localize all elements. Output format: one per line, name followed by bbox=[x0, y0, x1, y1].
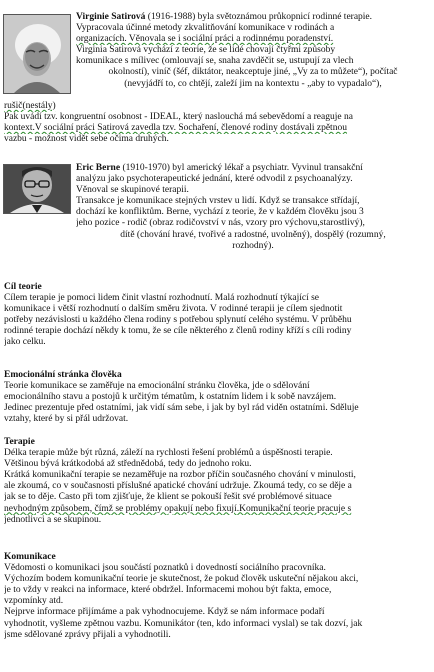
section-cil-teorie bbox=[4, 282, 430, 349]
satir-tail-line: rušič(nestály) bbox=[4, 101, 56, 111]
paragraph-line: Výchozím bodem komunikační teorie je skutečnost, že pokud člověk uskuteční nějakou akci, bbox=[4, 574, 359, 585]
paragraph-line: Většinou bývá krátkodobá až střednědobá, tedy do jednoho roku. bbox=[4, 459, 252, 470]
satir-line: (nevyjádří to, co chtějí, zaleží jim na kontextu - „aby to vypadalo“), bbox=[124, 78, 382, 89]
paragraph-line: jsme sdělované zprávy přijali a vyhodnotili. bbox=[4, 629, 171, 640]
satir-tail-line: kontext.V sociální práci Satirová zavedla tzv. Sochaření, členové rodiny dostávali zpětnou bbox=[4, 123, 347, 134]
paragraph-line: emocionálního stavu a postojů k určitým tématům, k ostatním lidem i k sobě navzájem. bbox=[4, 392, 337, 403]
section-emocionalni-stranka bbox=[4, 370, 430, 425]
satir-name: Virginie Satirová bbox=[76, 12, 146, 22]
berne-line: dítě (chování hravé, tvořivé a radostné, uvolněný), dospělý (rozumný, bbox=[120, 229, 386, 240]
paragraph-line: Vědomosti o komunikaci jsou součástí poznatků i dovedností sociálního pracovníka. bbox=[4, 563, 326, 574]
satir-line: Virginia Satirová vychází z teorie, že se lidé chovají čtyřmi způsoby bbox=[76, 45, 336, 56]
paragraph-line: ale zkoumá, co v současnosti příslušné apatické chování udržuje. Zkoumá tedy, co se děje a bbox=[4, 481, 352, 492]
berne-line: rozhodný). bbox=[232, 240, 274, 251]
section-komunikace bbox=[4, 552, 430, 641]
berne-line: analýzu jako psychoterapeutické jednání, které odvodil z psychoanalýzy. bbox=[76, 174, 353, 185]
berne-line: Věnoval se skupinové terapii. bbox=[76, 185, 189, 196]
section-heading: Komunikace bbox=[4, 552, 56, 562]
paragraph-line: komunikace i větší rozhodnutí o dalším směru života. V rodinné terapii je cílem sjednotit bbox=[4, 304, 343, 315]
satir-bio bbox=[76, 12, 430, 90]
berne-name: Eric Berne bbox=[76, 163, 121, 173]
berne-intro: (1910-1970) byl americký lékař a psychiatr. Vyvinul transakční bbox=[120, 163, 363, 173]
berne-line: dochází ke konfliktům. Berne, vychází z teorie, že v každém člověku jsou 3 bbox=[76, 207, 364, 218]
paragraph-line: rodinné terapie dochází někdy k tomu, že se cíle některého z členů rodiny kříží s cíli rodiny bbox=[4, 326, 352, 337]
paragraph-line: vztahy, které by si přál udržovat. bbox=[4, 414, 129, 425]
satir-tail-line: vazbu - možnost vidět sebe očima druhých. bbox=[4, 134, 169, 145]
satir-line: organizacích. Věnovala se i sociální práci a rodinnému poradenství. bbox=[76, 34, 334, 45]
paragraph-line: Krátká komunikační terapie se nezaměřuje na rozbor příčin současného chování v minulosti, bbox=[4, 470, 356, 481]
berne-line: jeho pozice - rodič (obraz rodičovství v nás, vzory pro výchovu,starostlivý), bbox=[76, 218, 365, 229]
section-heading: Terapie bbox=[4, 437, 35, 447]
paragraph-line: nevhodným způsobem, čímž se problémy opakují nebo fixují.Komunikační teorie pracuje s bbox=[4, 503, 352, 514]
paragraph-line: Jedinec prezentuje před ostatními, jak vidí sám sebe, i jak by byl rád viděn ostatními. Sděluje bbox=[4, 403, 359, 414]
berne-line: Transakce je komunikace stejných vrstev u lidí. Když se transakce střídají, bbox=[76, 196, 360, 207]
paragraph-line: jako celku. bbox=[4, 337, 46, 348]
satir-intro: (1916-1988) byla světoznámou průkopnicí rodinné terapie. bbox=[145, 12, 373, 22]
satir-portrait-photo bbox=[3, 14, 71, 94]
paragraph-line: Teorie komunikace se zaměřuje na emocionální stránku člověka, jde o sdělování bbox=[4, 381, 310, 392]
satir-continuation bbox=[4, 101, 430, 145]
paragraph-line: potřeby nezávislosti u každého člena rodiny s potřebou splynutí celého systému. V průběhu bbox=[4, 315, 352, 326]
section-terapie bbox=[4, 437, 430, 526]
section-heading: Emocionální stránka člověka bbox=[4, 370, 122, 380]
paragraph-line: jak se to děje. Často při tom zjišťuje, že klient se pokouší řešit své problémové situace bbox=[4, 492, 332, 503]
satir-line: okolností), viníč (šéf, diktátor, neakceptuje jiné, „Vy za to můžete“), počítač bbox=[108, 67, 398, 78]
paragraph-line: vzpomínky atd. bbox=[4, 596, 64, 607]
paragraph-line: jednotlivci a se skupinou. bbox=[4, 514, 102, 525]
paragraph-line: Nejprve informace přijímáme a pak vyhodnocujeme. Když se nám informace podaří bbox=[4, 607, 325, 618]
berne-portrait-photo bbox=[3, 164, 71, 214]
paragraph-line: Cílem terapie je pomoci lidem činit vlastní rozhodnutí. Malá rozhodnutí týkající se bbox=[4, 293, 320, 304]
satir-tail-line: Pak uvádí tzv. kongruentní osobnost - IDEAL, který naslouchá má sebevědomí a reaguje na bbox=[4, 112, 353, 123]
section-heading: Cíl teorie bbox=[4, 282, 42, 292]
paragraph-line: vyhodnotit, vyšleme zpětnou vazbu. Komunikátor (ten, kdo informaci vyslal) se tak dozví, jak bbox=[4, 618, 363, 629]
satir-line: Vypracovala účinné metody zkvalitňování komunikace v rodinách a bbox=[76, 23, 335, 34]
paragraph-line: Délka terapie může být různá, záleží na rychlosti řešení problémů a úspěšnosti terapie. bbox=[4, 448, 333, 459]
satir-line: komunikace s mílivec (omlouvají se, snaha zavděčit se, ustupují za vlech bbox=[76, 56, 354, 67]
paragraph-line: je to vždy v reakci na informace, které obdržel. Informacemi mohou být fakta, emoce, bbox=[4, 585, 332, 596]
berne-bio bbox=[76, 163, 430, 252]
